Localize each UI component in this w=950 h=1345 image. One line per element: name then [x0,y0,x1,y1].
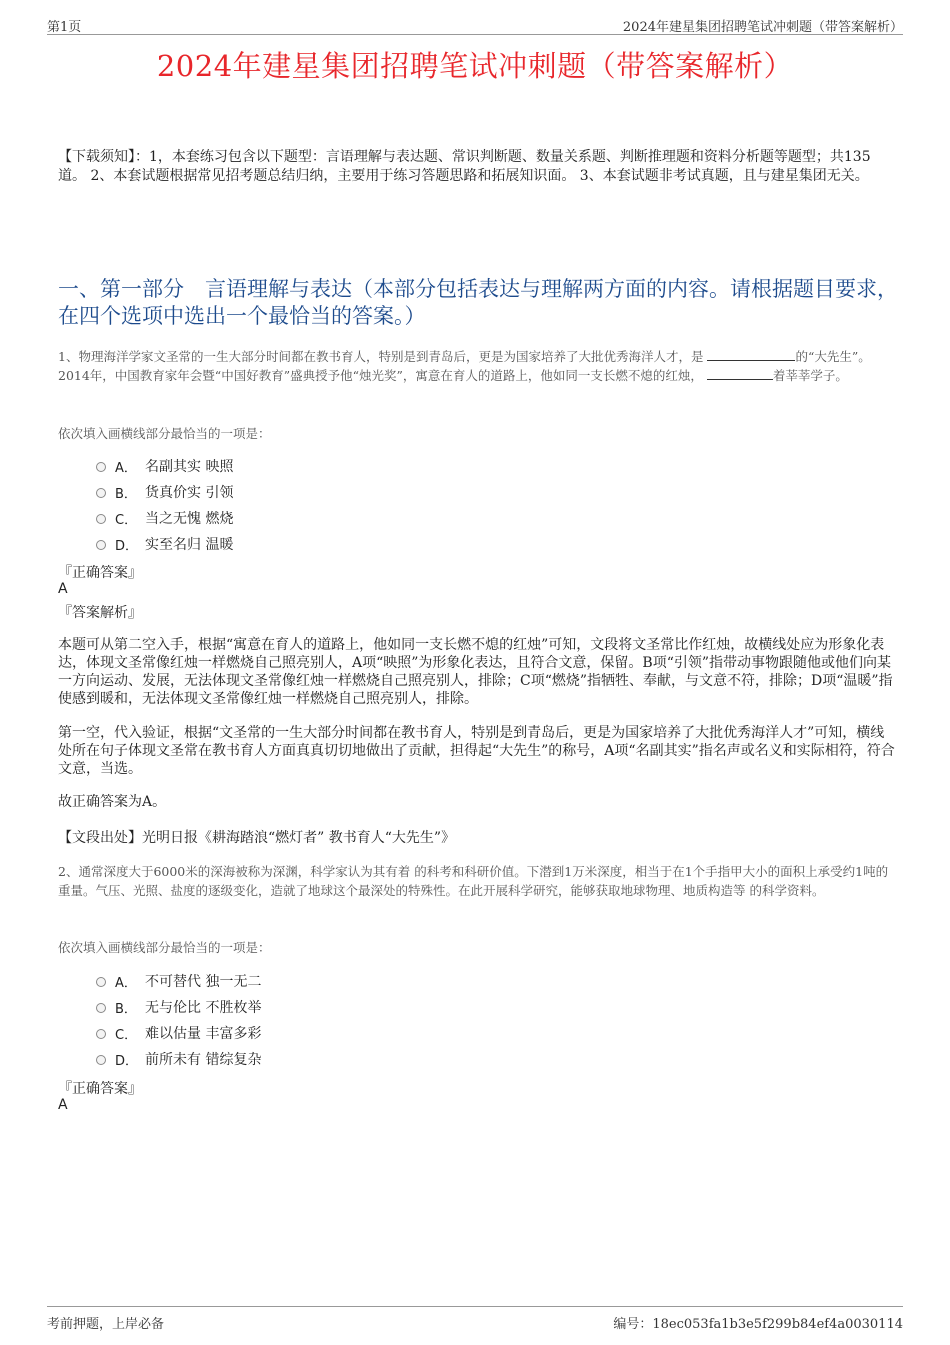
option-d[interactable]: D． 前所未有 错综复杂 [96,1048,496,1074]
question-2-stem: 2、通常深度大于6000米的深海被称为深渊，科学家认为其有着 的科考和科研价值。下潜到1万米深度，相当于在1个手指甲大小的面积上承受约1吨的重量。气压、光照、盐度的逐级变化，造就了地球这个最深处的特殊性。在此开展科学研究，能够获取地球物理、地质构造等 的科学资料。 [58,864,889,898]
footer-slogan: 考前押题，上岸必备 [47,1317,165,1332]
analysis-paragraph-2: 第一空，代入验证，根据“文圣常的一生大部分时间都在教书育人，特别是到青岛后，更是为国家培养了大批优秀海洋人才”可知，横线处所在句子体现文圣常在教书育人方面真真切切地做出了贡献，担得起“大先生”的称号，A项“名副其实”指名声或名义和实际相符，符合文意，当选。 [58,725,895,777]
question-1-options [96,455,496,559]
radio-icon[interactable] [96,462,106,472]
page-number: 第1页 [47,20,82,35]
option-c[interactable]: C． 当之无愧 燃烧 [96,507,496,533]
option-a[interactable]: A． 名副其实 映照 [96,455,496,481]
question-2-options [96,970,496,1074]
radio-icon[interactable] [96,1003,106,1013]
answer-value: A [58,1097,68,1113]
section-title: 一、第一部分 言语理解与表达（本部分包括表达与理解两方面的内容。请根据题目要求，在四个选项中选出一个最恰当的答案。） [58,277,898,328]
question-1-prompt: 依次填入画横线部分最恰当的一项是： [58,426,271,441]
option-c[interactable]: C． 难以估量 丰富多彩 [96,1022,496,1048]
source-citation: 【文段出处】光明日报《耕海踏浪“燃灯者” 教书育人“大先生”》 [58,830,456,846]
question-2-prompt: 依次填入画横线部分最恰当的一项是： [58,940,271,955]
radio-icon[interactable] [96,1029,106,1039]
answer-label: 『正确答案』 [58,1081,142,1097]
option-b[interactable]: B． 货真价实 引领 [96,481,496,507]
analysis-label: 『答案解析』 [58,605,142,621]
analysis-paragraph-1: 本题可从第二空入手，根据“寓意在育人的道路上，他如同一支长燃不熄的红烛”可知，文段将文圣常比作红烛，故横线处应为形象化表达，体现文圣常像红烛一样燃烧自己照亮别人，A项“映照”为形象化表达，且符合文意，保留。B项“引领”指带动事物跟随他或他们向某一方向运动、发展，无法体现文圣常像红烛一样燃烧自己照亮别人，排除；C项“燃烧”指牺牲、奉献，与文意不符，排除；D项“温暖”指使感到暖和，无法体现文圣常像红烛一样燃烧自己照亮别人，排除。 [58,637,893,707]
footer-serial: 编号：18ec053fa1b3e5f299b84ef4a0030114 [613,1317,903,1332]
answer-value: A [58,581,68,597]
radio-icon[interactable] [96,1055,106,1065]
page-header [47,14,903,35]
fill-blank [707,367,773,380]
option-a[interactable]: A． 不可替代 独一无二 [96,970,496,996]
option-d[interactable]: D． 实至名归 温暖 [96,533,496,559]
radio-icon[interactable] [96,540,106,550]
header-doc-title: 2024年建星集团招聘笔试冲刺题（带答案解析） [622,20,903,35]
answer-label: 『正确答案』 [58,565,142,581]
download-notice: 【下载须知】：1，本套练习包含以下题型：言语理解与表达题、常识判断题、数量关系题、判断推理题和资料分析题等题型；共135道。 2、本套试题根据常见招考题总结归纳，主要用于练习答题思路和拓展知识面。 3、本套试题非考试真题，且与建星集团无关。 [58,149,871,184]
radio-icon[interactable] [96,514,106,524]
radio-icon[interactable] [96,977,106,987]
question-1-stem: 1、物理海洋学家文圣常的一生大部分时间都在教书育人，特别是到青岛后，更是为国家培养了大批优秀海洋人才，是 的“大先生”。2014年，中国教育家年会暨“中国好教育”盛典授予他“烛光奖”，寓意在育人的道路上，他如同一支长燃不熄的红烛， 着莘莘学子。 [58,349,871,383]
conclusion: 故正确答案为A。 [58,794,167,810]
fill-blank [707,348,795,361]
document-title: 2024年建星集团招聘笔试冲刺题（带答案解析） [156,49,794,83]
page-footer [47,1306,903,1332]
option-b[interactable]: B． 无与伦比 不胜枚举 [96,996,496,1022]
radio-icon[interactable] [96,488,106,498]
